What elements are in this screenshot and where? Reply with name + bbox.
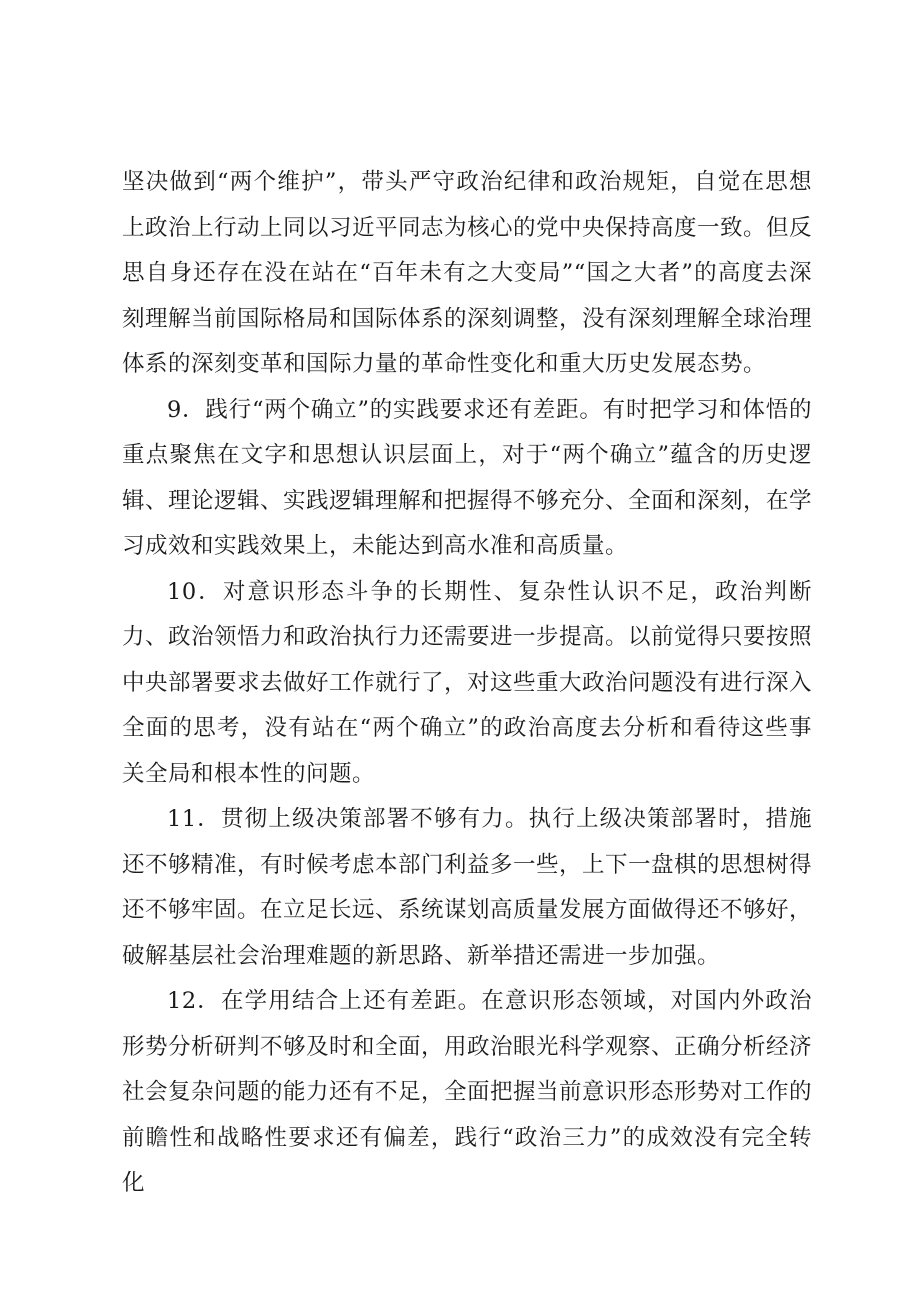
paragraph-item-9: 9．践行“两个确立”的实践要求还有差距。有时把学习和体悟的重点聚焦在文字和思想认识层面上，对于“两个确立”蕴含的历史逻辑、理论逻辑、实践逻辑理解和把握得不够充分、全面和深刻，在学习成效和实践效果上，未能达到高水准和高质量。: [122, 396, 813, 559]
paragraph-continuation: 坚决做到“两个维护”，带头严守政治纪律和政治规矩，自觉在思想上政治上行动上同以习近平同志为核心的党中央保持高度一致。但反思自身还存在没在站在“百年未有之大变局”“国之大者”的高度去深刻理解当前国际格局和国际体系的深刻调整，没有深刻理解全球治理体系的深刻变革和国际力量的革命性变化和重大历史发展态势。: [122, 169, 813, 377]
document-body: [122, 160, 812, 1207]
paragraph-item-10: 10．对意识形态斗争的长期性、复杂性认识不足，政治判断力、政治领悟力和政治执行力还需要进一步提高。以前觉得只要按照中央部署要求去做好工作就行了，对这些重大政治问题没有进行深入全面的思考，没有站在“两个确立”的政治高度去分析和看待这些事关全局和根本性的问题。: [122, 578, 813, 787]
paragraph-item-11: 11．贯彻上级决策部署不够有力。执行上级决策部署时，措施还不够精准，有时候考虑本部门利益多一些，上下一盘棋的思想树得还不够牢固。在立足长远、系统谋划高质量发展方面做得还不够好，破解基层社会治理难题的新思路、新举措还需进一步加强。: [122, 806, 813, 969]
paragraph-item-12: 12．在学用结合上还有差距。在意识形态领域，对国内外政治形势分析研判不够及时和全面，用政治眼光科学观察、正确分析经济社会复杂问题的能力还有不足，全面把握当前意识形态形势对工作的前瞻性和战略性要求还有偏差，践行“政治三力”的成效没有完全转化: [122, 988, 813, 1196]
